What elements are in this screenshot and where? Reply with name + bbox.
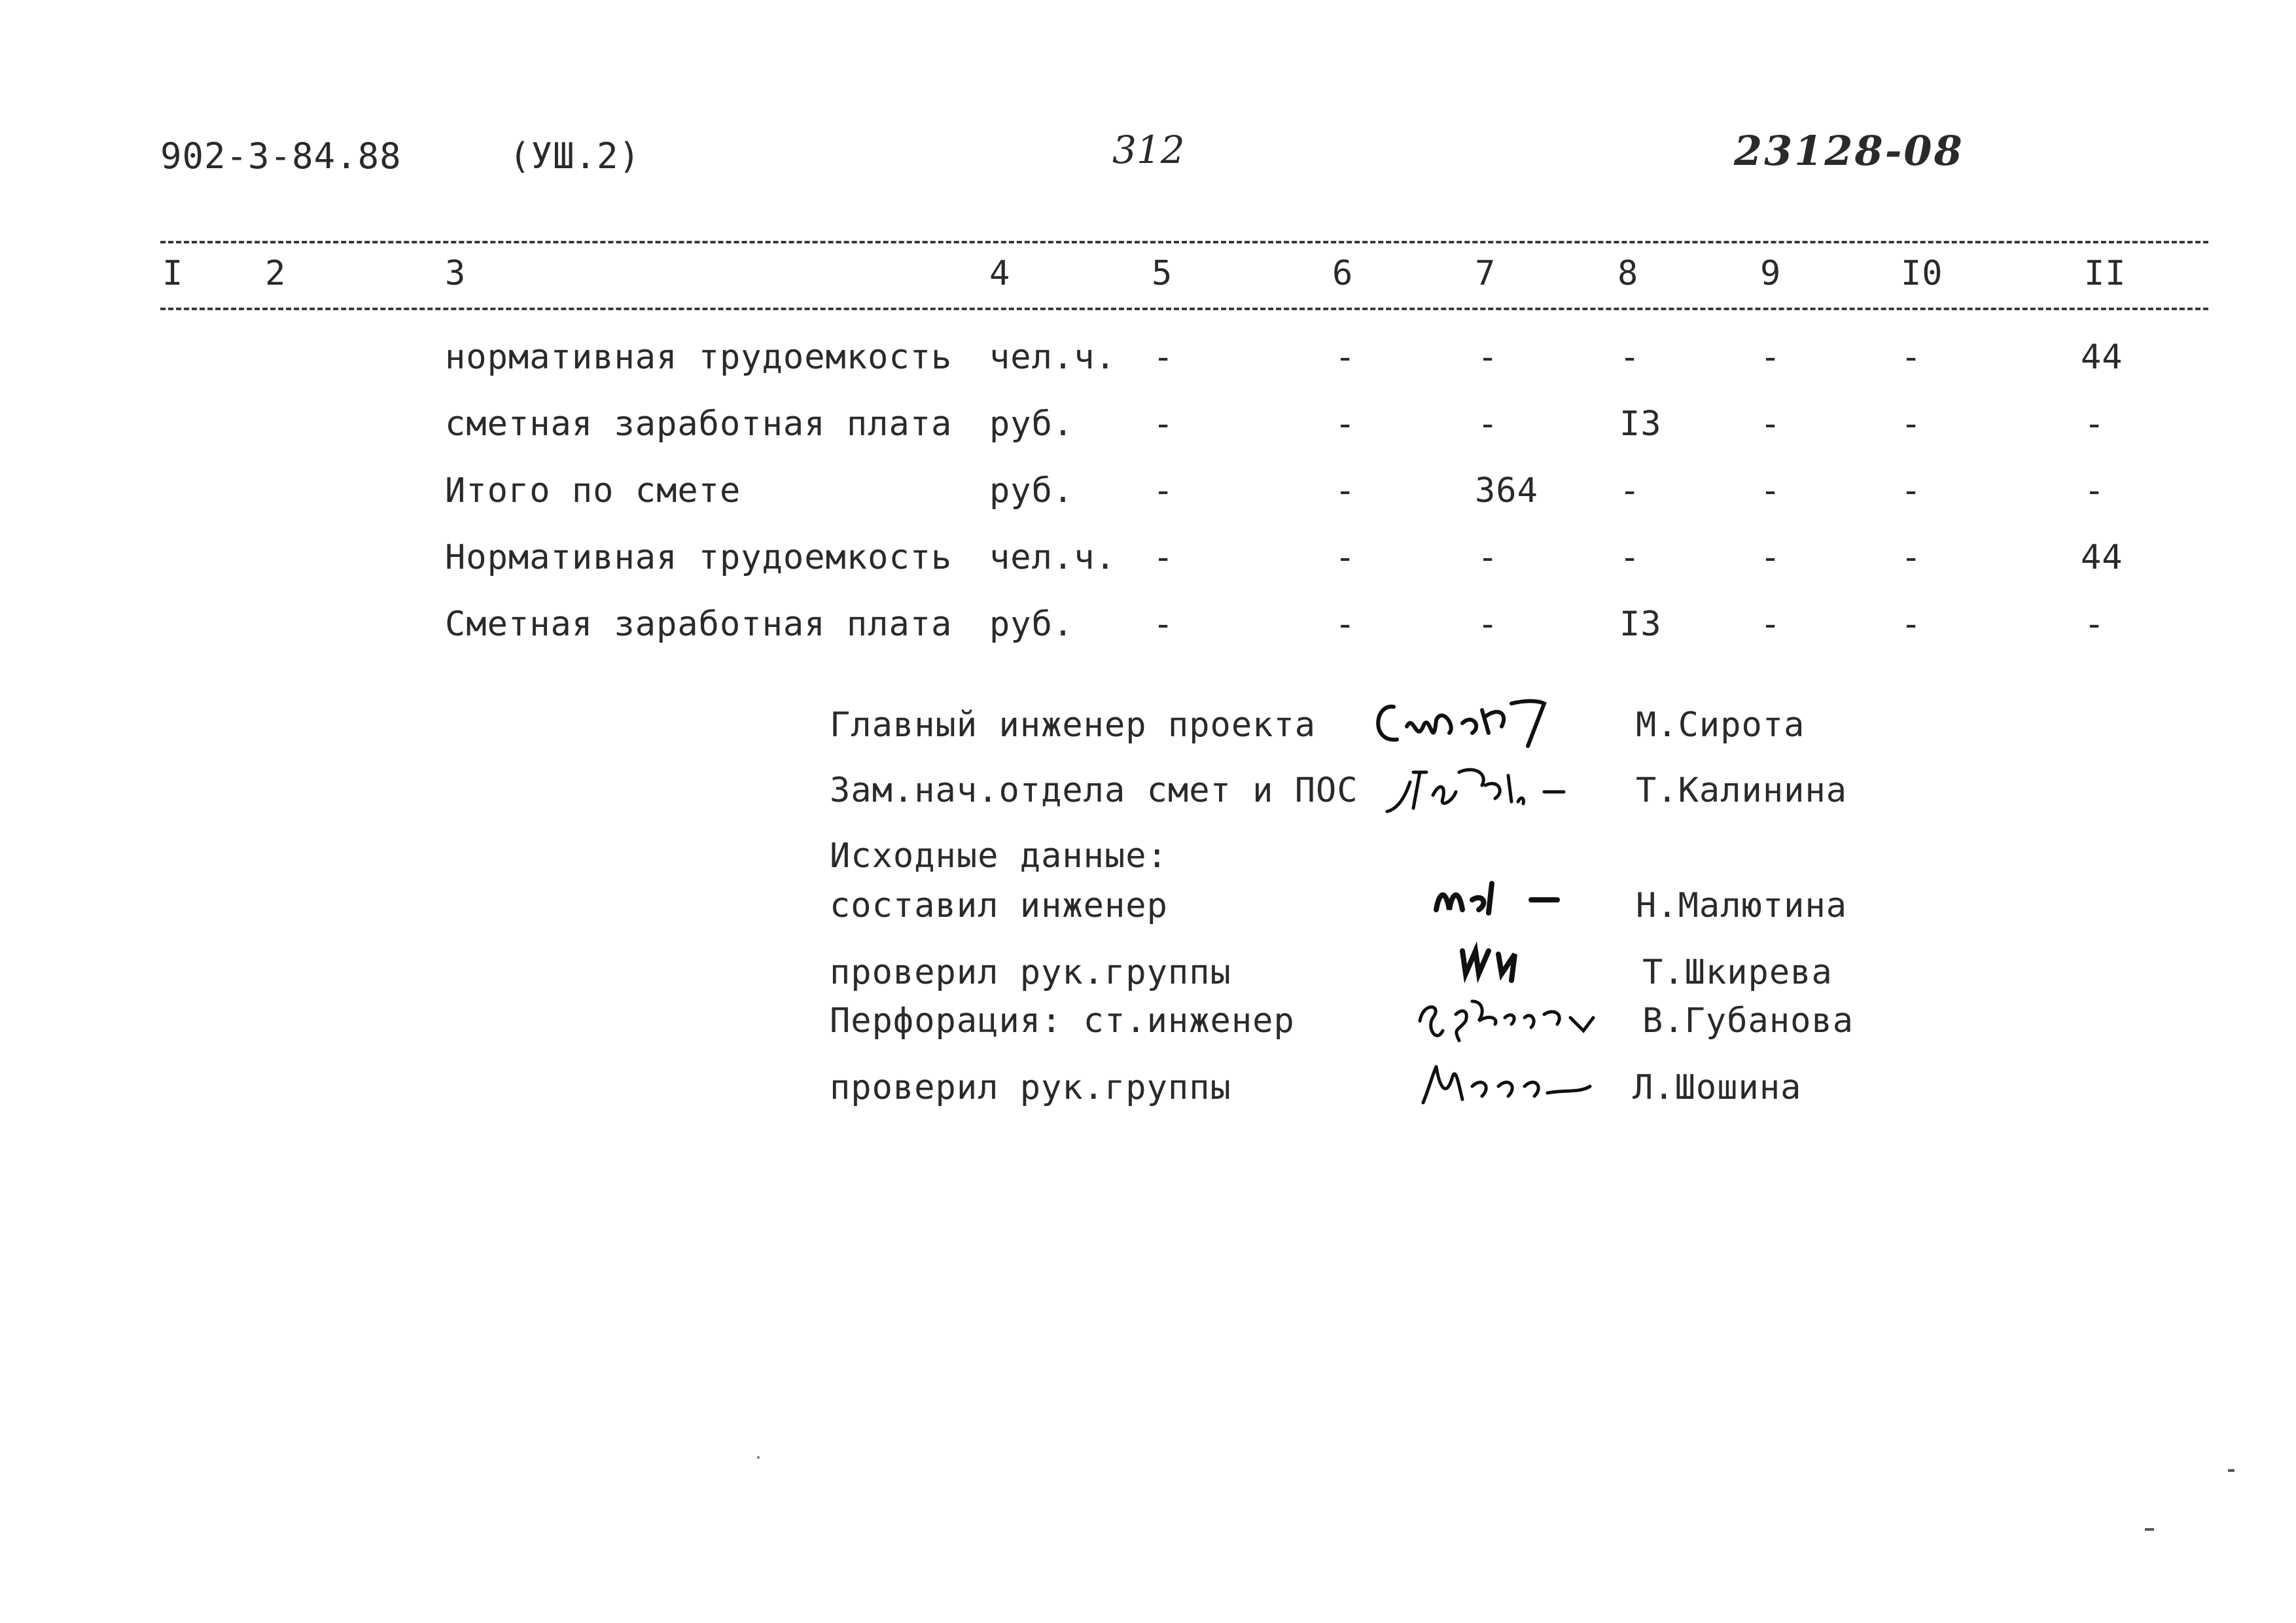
source-data-label: Исходные данные: xyxy=(830,836,1168,876)
row-name: нормативная трудоемкость xyxy=(445,338,953,377)
handwritten-signature xyxy=(1426,864,1577,923)
row-unit: руб. xyxy=(989,471,1074,510)
handwritten-signature xyxy=(1374,746,1597,825)
row-value: - xyxy=(1901,404,1922,444)
row-unit: чел.ч. xyxy=(989,338,1116,377)
signature-name: Т.Шкирева xyxy=(1642,953,1833,992)
row-unit: чел.ч. xyxy=(989,538,1116,577)
row-value: - xyxy=(1760,338,1782,377)
volume-label: (УШ.2) xyxy=(509,135,641,177)
inventory-number: 23128-08 xyxy=(1734,127,1964,175)
row-value: - xyxy=(1153,538,1174,577)
signature-role: составил инженер xyxy=(830,886,1168,925)
row-value: - xyxy=(1619,338,1641,377)
row-value: - xyxy=(1477,338,1499,377)
row-value: - xyxy=(1901,605,1922,644)
row-name: Сметная заработная плата xyxy=(445,605,953,644)
row-value: - xyxy=(1335,471,1356,510)
signature-name: В.Губанова xyxy=(1642,1001,1854,1041)
signature-role: Зам.нач.отдела смет и ПОС xyxy=(830,771,1358,810)
row-value: - xyxy=(1153,471,1174,510)
column-number: I xyxy=(162,254,184,293)
page-number: 312 xyxy=(1112,128,1185,172)
row-value: - xyxy=(1477,404,1499,444)
row-value: - xyxy=(1335,605,1356,644)
row-value: 44 xyxy=(2081,338,2123,377)
row-value: - xyxy=(1901,538,1922,577)
row-value: - xyxy=(2084,471,2106,510)
column-number: 8 xyxy=(1617,254,1639,293)
column-number: 6 xyxy=(1332,254,1354,293)
signature-name: Т.Калинина xyxy=(1636,771,1848,810)
signature-role: Главный инженер проекта xyxy=(830,705,1316,745)
row-value: - xyxy=(1760,538,1782,577)
row-unit: руб. xyxy=(989,404,1074,444)
row-value: - xyxy=(1477,538,1499,577)
column-number: II xyxy=(2084,254,2127,293)
column-number: 3 xyxy=(445,254,467,293)
row-value: I3 xyxy=(1619,605,1662,644)
column-number: 7 xyxy=(1475,254,1496,293)
doc-code: 902-3-84.88 xyxy=(160,135,402,177)
handwritten-signature xyxy=(1407,1047,1603,1119)
table-top-rule xyxy=(160,241,2208,243)
scan-speck xyxy=(2145,1528,2154,1531)
column-number: 2 xyxy=(265,254,287,293)
row-value: - xyxy=(1760,404,1782,444)
column-number: 5 xyxy=(1152,254,1173,293)
signature-name: М.Сирота xyxy=(1636,705,1805,745)
row-value: 44 xyxy=(2081,538,2123,577)
signature-name: Л.Шошина xyxy=(1633,1068,1802,1107)
column-number: 4 xyxy=(989,254,1011,293)
row-value: - xyxy=(1619,538,1641,577)
row-value: - xyxy=(1477,605,1499,644)
row-value: - xyxy=(1153,605,1174,644)
row-value: 364 xyxy=(1475,471,1538,510)
row-value: - xyxy=(2084,404,2106,444)
table-header-rule xyxy=(160,308,2208,310)
signature-name: Н.Малютина xyxy=(1636,886,1848,925)
row-value: - xyxy=(1619,471,1641,510)
column-number: I0 xyxy=(1901,254,1943,293)
scan-speck xyxy=(2228,1469,2234,1472)
row-value: - xyxy=(1760,471,1782,510)
row-name: сметная заработная плата xyxy=(445,404,953,444)
signature-role: проверил рук.группы xyxy=(830,953,1231,992)
row-value: I3 xyxy=(1619,404,1662,444)
row-value: - xyxy=(1901,338,1922,377)
row-value: - xyxy=(2084,605,2106,644)
row-name: Итого по смете xyxy=(445,471,741,510)
row-unit: руб. xyxy=(989,605,1074,644)
handwritten-signature xyxy=(1453,935,1557,987)
row-value: - xyxy=(1335,404,1356,444)
row-value: - xyxy=(1335,338,1356,377)
row-value: - xyxy=(1760,605,1782,644)
column-number: 9 xyxy=(1760,254,1782,293)
scan-speck xyxy=(757,1456,760,1459)
row-name: Нормативная трудоемкость xyxy=(445,538,953,577)
row-value: - xyxy=(1335,538,1356,577)
signature-role: Перфорация: ст.инженер xyxy=(830,1001,1295,1041)
signature-role: проверил рук.группы xyxy=(830,1068,1231,1107)
row-value: - xyxy=(1153,404,1174,444)
handwritten-signature xyxy=(1407,982,1623,1054)
row-value: - xyxy=(1901,471,1922,510)
row-value: - xyxy=(1153,338,1174,377)
